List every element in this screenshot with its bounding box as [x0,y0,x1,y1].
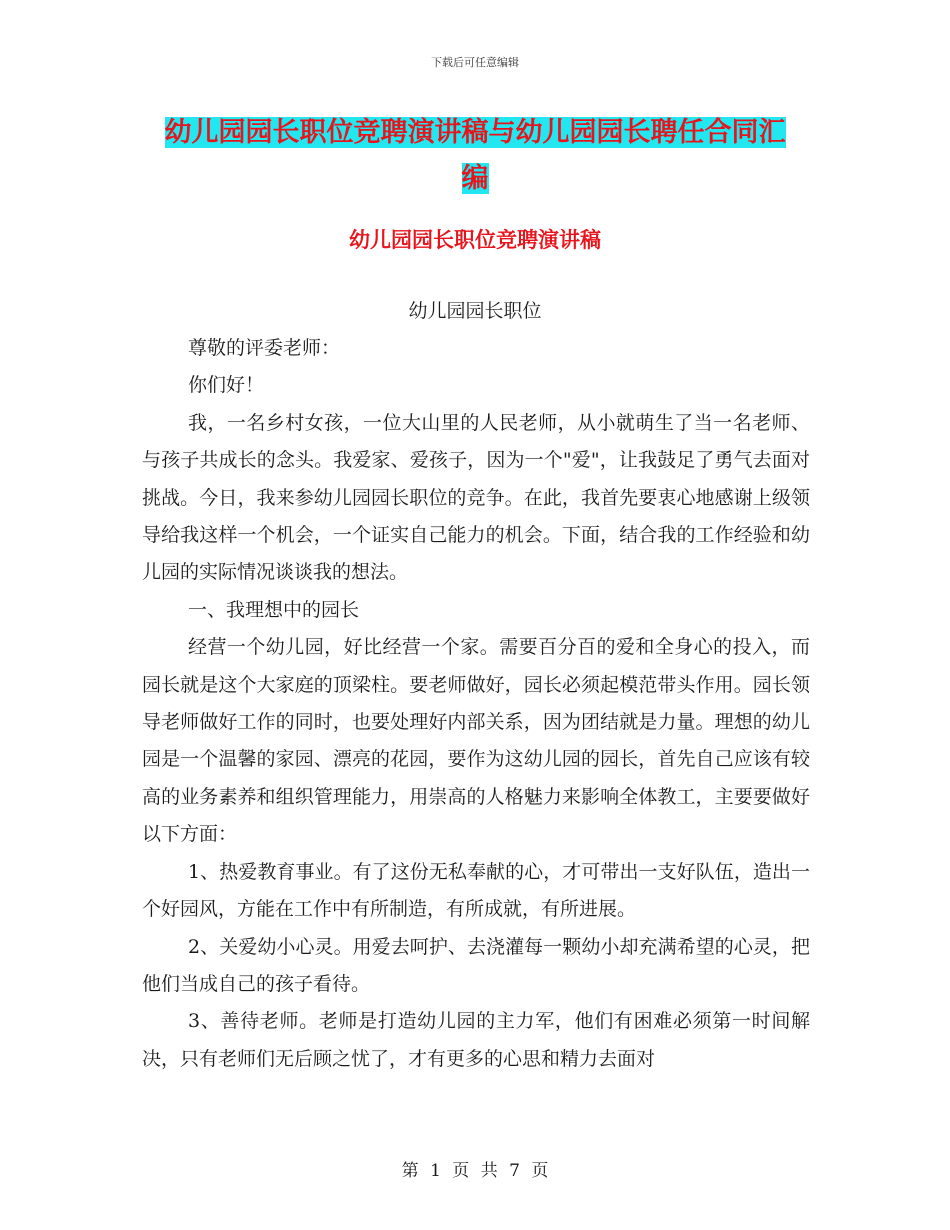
speech-subtitle: 幼儿园园长职位 [408,300,542,322]
paragraph-heading-ideal-director: 一、我理想中的园长 [188,598,360,621]
paragraph-point-1: 1、热爱教育事业。有了这份无私奉献的心，才可带出一支好队伍，造出一个好园风，方能在工作中有所制造，有所成就，有所进展。 [142,860,810,921]
paragraph-introduction: 我，一名乡村女孩，一位大山里的人民老师，从小就萌生了当一名老师、与孩子共成长的念头。我爱家、爱孩子，因为一个"爱"，让我鼓足了勇气去面对挑战。今日，我来参幼儿园园长职位的竞争。在此，我首先要衷心地感谢上级领导给我这样一个机会，一个证实自己能力的机会。下面，结合我的工作经验和幼儿园的实际情况谈谈我的想法。 [142,411,810,584]
header-note: 下载后可任意编辑 [431,56,519,69]
paragraph-management: 经营一个幼儿园，好比经营一个家。需要百分百的爱和全身心的投入，而园长就是这个大家庭的顶梁柱。要老师做好，园长必须起模范带头作用。园长领导老师做好工作的同时，也要处理好内部关系，因为团结就是力量。理想的幼儿园是一个温馨的家园、漂亮的花园，要作为这幼儿园的园长，首先自己应该有较高的业务素养和组织管理能力，用崇高的人格魅力来影响全体教工，主要要做好以下方面： [142,636,810,846]
document-title-line-1: 幼儿园园长职位竞聘演讲稿与幼儿园园长聘任合同汇 [164,117,786,148]
page-footer: 第 1 页 共 7 页 [401,1161,549,1181]
paragraph-point-3: 3、善待老师。老师是打造幼儿园的主力军，他们有困难必须第一时间解决，只有老师们无后顾之忧了，才有更多的心思和精力去面对 [142,1010,810,1070]
paragraph-salutation: 尊敬的评委老师： [188,337,341,359]
paragraph-point-2: 2、关爱幼小心灵。用爱去呵护、去浇灌每一颗幼小却充满希望的心灵，把他们当成自己的孩子看待。 [142,935,810,995]
paragraph-greeting: 你们好！ [188,374,265,397]
document-title-line-2: 编 [461,163,489,194]
section-title: 幼儿园园长职位竞聘演讲稿 [349,228,601,252]
document-title [140,110,810,202]
speech-body [142,330,810,1078]
